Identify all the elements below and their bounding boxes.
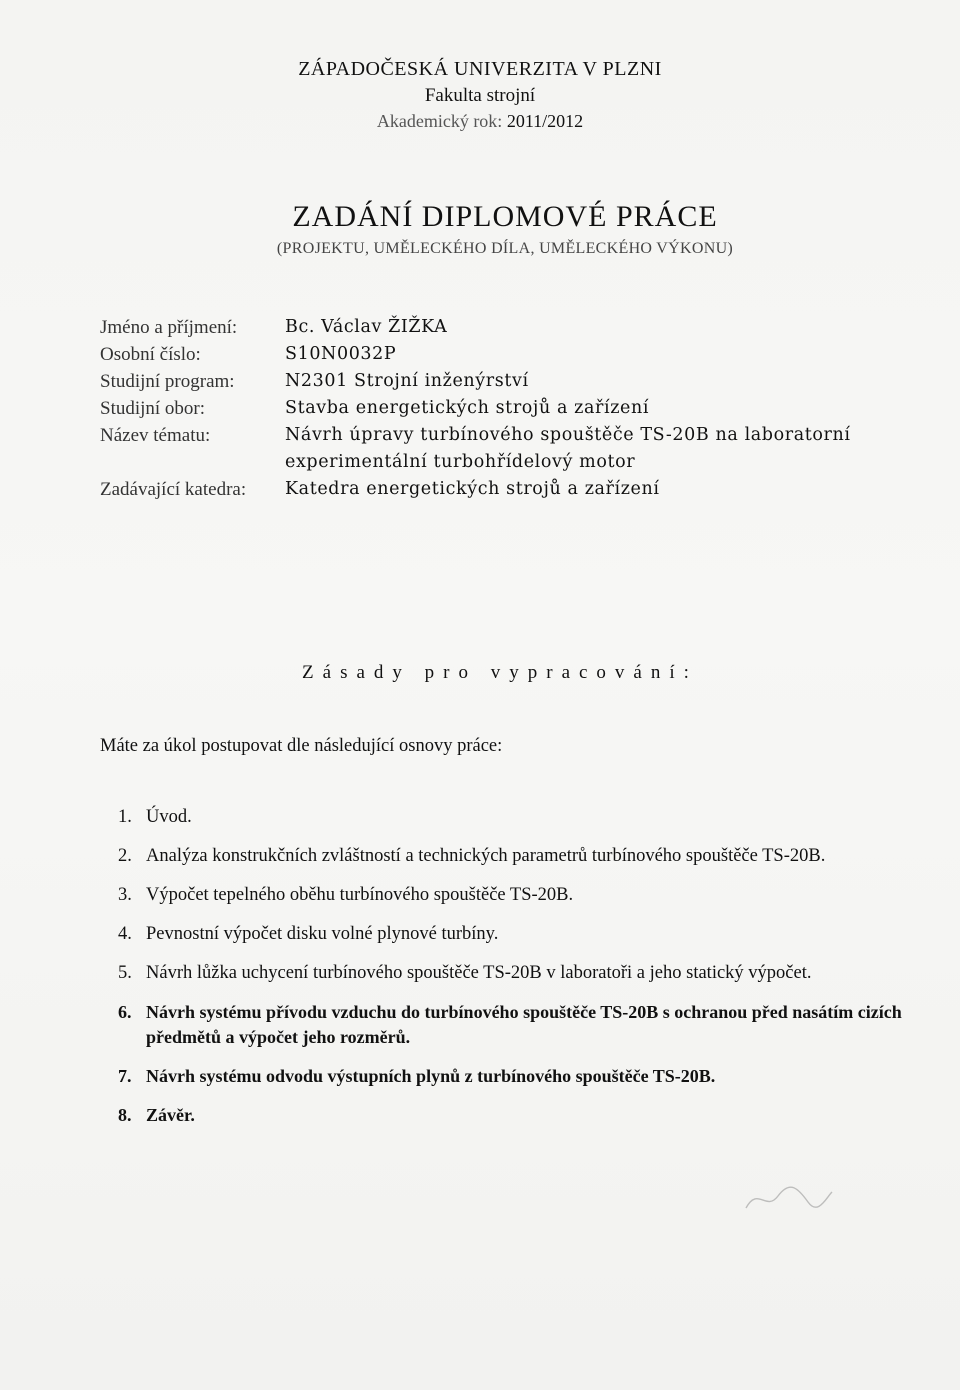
info-row-name — [100, 314, 930, 341]
info-row-topic — [100, 422, 930, 476]
info-label: Jméno a příjmení: — [100, 317, 238, 338]
info-table — [100, 314, 930, 503]
list-item-text: Závěr. — [146, 1105, 195, 1125]
info-row-department — [100, 476, 930, 503]
signature-mark — [738, 1178, 838, 1218]
academic-year — [0, 111, 960, 132]
list-item-number: 6. — [118, 1002, 132, 1022]
list-item — [118, 805, 908, 830]
list-item-text: Návrh systému přívodu vzduchu do turbínového spouštěče TS-20B s ochranou před nasátím cizích předmětů a výpočet jeho rozměrů. — [146, 1002, 902, 1047]
list-item — [118, 1103, 908, 1128]
principles-heading: Zásady pro vypracování: — [302, 662, 698, 683]
university-name: ZÁPADOČESKÁ UNIVERZITA V PLZNI — [298, 58, 662, 80]
list-item — [118, 883, 908, 908]
list-item-text: Návrh lůžka uchycení turbínového spouštěče TS-20B v laboratoři a jeho statický výpočet. — [146, 963, 812, 983]
info-label: Osobní číslo: — [100, 344, 201, 365]
document-title: ZADÁNÍ DIPLOMOVÉ PRÁCE — [292, 200, 718, 233]
academic-year-label: Akademický rok: — [376, 111, 503, 131]
document-header — [0, 58, 960, 132]
list-item — [118, 844, 908, 869]
info-value: Stavba energetických strojů a zařízení — [285, 398, 650, 418]
list-item-number: 4. — [118, 924, 132, 944]
list-item — [118, 922, 908, 947]
list-item-number: 2. — [118, 846, 132, 866]
list-item-text: Analýza konstrukčních zvláštností a technických parametrů turbínového spouštěče TS-20B. — [146, 846, 826, 866]
list-item-number: 3. — [118, 885, 132, 905]
info-row-field — [100, 395, 930, 422]
list-item-text: Výpočet tepelného oběhu turbínového spouštěče TS-20B. — [146, 885, 574, 905]
info-value: N2301 Strojní inženýrství — [285, 371, 529, 391]
info-row-personal-number — [100, 341, 930, 368]
list-item-number: 1. — [118, 807, 132, 827]
document-subtitle: (PROJEKTU, UMĚLECKÉHO DÍLA, UMĚLECKÉHO VÝKONU) — [276, 240, 734, 257]
info-label: Studijní program: — [100, 371, 235, 392]
info-row-program — [100, 368, 930, 395]
info-label: Název tématu: — [100, 425, 211, 446]
info-value: Bc. Václav ŽIŽKA — [285, 317, 448, 337]
info-value: Návrh úpravy turbínového spouštěče TS-20B na laboratorní experimentální turbohřídelový motor — [285, 425, 851, 472]
list-item — [118, 1064, 908, 1089]
info-label: Studijní obor: — [100, 398, 206, 419]
title-block — [0, 200, 960, 258]
outline-intro: Máte za úkol postupovat dle následující osnovy práce: — [100, 736, 503, 756]
info-label: Zadávající katedra: — [100, 479, 247, 500]
faculty-name: Fakulta strojní — [424, 85, 536, 106]
academic-year-value: 2011/2012 — [506, 111, 584, 131]
list-item — [118, 1000, 908, 1050]
info-value: S10N0032P — [285, 344, 397, 364]
info-value: Katedra energetických strojů a zařízení — [285, 479, 660, 499]
list-item-number: 5. — [118, 963, 132, 983]
list-item-text: Návrh systému odvodu výstupních plynů z turbínového spouštěče TS-20B. — [146, 1066, 716, 1086]
list-item — [118, 961, 908, 986]
list-item-text: Pevnostní výpočet disku volné plynové turbíny. — [146, 924, 499, 944]
list-item-number: 7. — [118, 1066, 132, 1086]
list-item-text: Úvod. — [146, 807, 192, 827]
list-item-number: 8. — [118, 1105, 132, 1125]
outline-list — [118, 805, 908, 1142]
